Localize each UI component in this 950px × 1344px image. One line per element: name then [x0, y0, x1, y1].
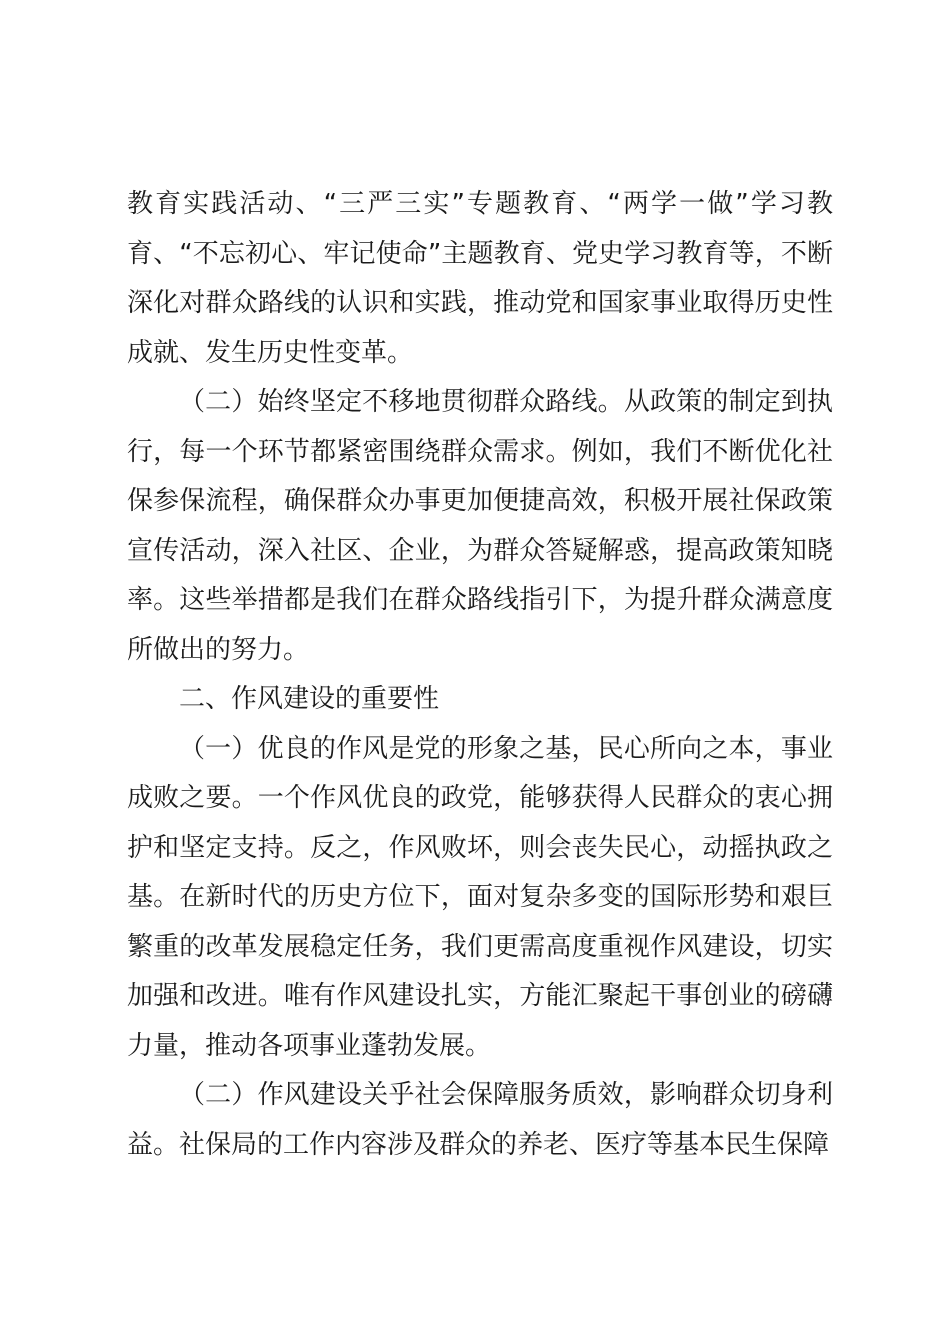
paragraph-section-2-2: （二）作风建设关乎社会保障服务质效，影响群众切身利益。社保局的工作内容涉及群众的养老、医疗等基本民生保障 — [127, 1080, 833, 1160]
paragraph-section-2-1: （一）优良的作风是党的形象之基，民心所向之本，事业成败之要。一个作风优良的政党，能够获得人民群众的衷心拥护和坚定支持。反之，作风败坏，则会丧失民心，动摇执政之基。在新时代的历史方位下，面对复杂多变的国际形势和艰巨繁重的改革发展稳定任务，我们更需高度重视作风建设，切实加强和改进。唯有作风建设扎实，方能汇聚起干事创业的磅礴力量，推动各项事业蓬勃发展。 — [127, 733, 833, 1061]
document-body — [127, 180, 833, 1170]
paragraph-section-1-2: （二）始终坚定不移地贯彻群众路线。从政策的制定到执行，每一个环节都紧密围绕群众需求。例如，我们不断优化社保参保流程，确保群众办事更加便捷高效，积极开展社保政策宣传活动，深入社区、企业，为群众答疑解惑，提高政策知晓率。这些举措都是我们在群众路线指引下，为提升群众满意度所做出的努力。 — [127, 387, 833, 665]
section-heading-2: 二、作风建设的重要性 — [179, 684, 440, 714]
paragraph-continued: 教育实践活动、“三严三实”专题教育、“两学一做”学习教育、“不忘初心、牢记使命”主题教育、党史学习教育等，不断深化对群众路线的认识和实践，推动党和国家事业取得历史性成就、发生历史性变革。 — [127, 189, 833, 368]
